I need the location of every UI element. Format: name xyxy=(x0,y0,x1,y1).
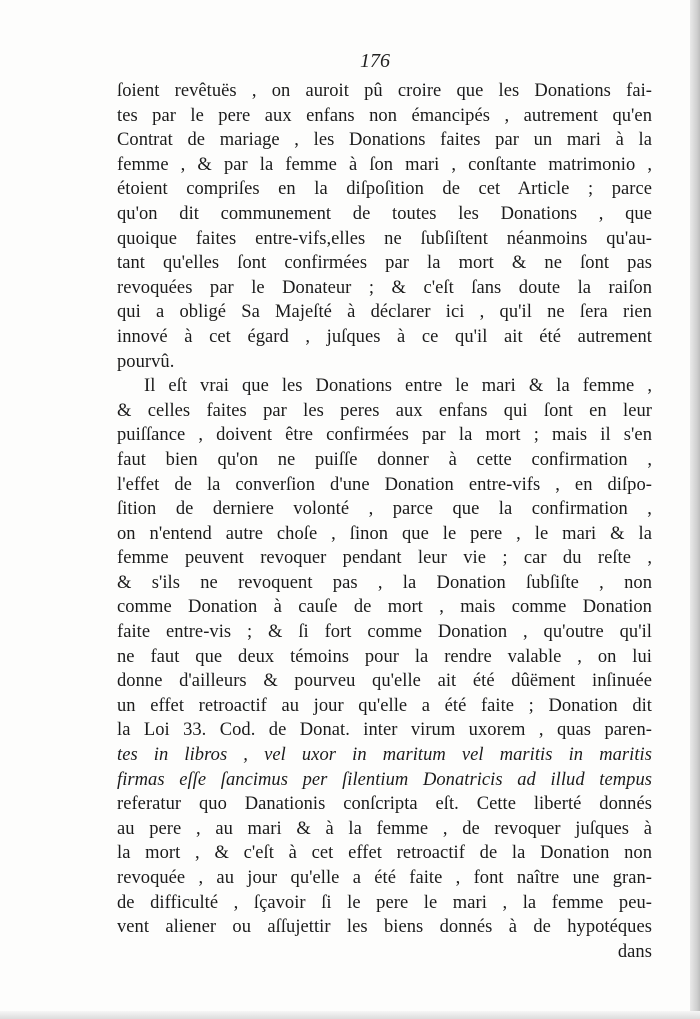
text-line: tes par le pere aux enfans non émancipés , autrement qu'en xyxy=(117,105,652,126)
text-line: ne faut que deux témoins pour la rendre valable , on lui xyxy=(117,646,652,667)
text-line: quoique faites entre-vifs,elles ne ſubſiſtent néanmoins qu'au- xyxy=(117,228,652,249)
text-line: femme peuvent revoquer pendant leur vie ; car du reſte , xyxy=(117,548,652,569)
latin-quote-line: tes in libros , vel uxor in maritum vel maritis in maritis xyxy=(117,745,652,766)
text-line: étoient compriſes en la diſpoſition de cet Article ; parce xyxy=(117,179,652,200)
text-line: tant qu'elles ſont confirmées par la mort & ne ſont pas xyxy=(117,253,652,274)
text-line: ſoient revêtuës , on auroit pû croire que les Donations fai- xyxy=(117,81,652,101)
text-line: l'effet de la converſion d'une Donation entre-vifs , en diſpo- xyxy=(117,474,652,495)
text-line: Contrat de mariage , les Donations faites par un mari à la xyxy=(117,130,652,151)
text-line: faite entre-vis ; & ſi fort comme Donation , qu'outre qu'il xyxy=(117,622,652,643)
text-line: donne d'ailleurs & pourveu qu'elle ait été dûëment inſinuée xyxy=(117,671,652,692)
text-line: la Loi 33. Cod. de Donat. inter virum uxorem , quas paren- xyxy=(117,720,652,741)
text-line: on n'entend autre choſe , ſinon que le pere , le mari & la xyxy=(117,523,652,544)
catchword: dans xyxy=(617,941,652,962)
text-line: la mort , & c'eſt à cet effet retroactif de la Donation non xyxy=(117,843,652,864)
text-line: faut bien qu'on ne puiſſe donner à cette confirmation , xyxy=(117,449,652,470)
paragraph-first-line: Il eſt vrai que les Donations entre le mari & la femme , xyxy=(144,376,652,397)
text-line: un effet retroactif au jour qu'elle a été faite ; Donation dit xyxy=(117,695,652,716)
text-line: & celles faites par les peres aux enfans qui ſont en leur xyxy=(117,400,652,421)
text-line: innové à cet égard , juſques à ce qu'il ait été autrement xyxy=(117,326,652,347)
text-line: referatur quo Danationis conſcripta eſt. Cette liberté donnés xyxy=(117,794,652,815)
latin-quote-line: firmas eſſe ſancimus per ſilentium Donatricis ad illud tempus xyxy=(117,769,652,790)
text-line: ſition de derniere volonté , parce que la confirmation , xyxy=(117,499,652,520)
text-line: au pere , au mari & à la femme , de revoquer juſques à xyxy=(117,818,652,839)
text-line: revoquées par le Donateur ; & c'eſt ſans doute la raiſon xyxy=(117,277,652,298)
text-line: vent aliener ou aſſujettir les biens donnés à de hypotéques xyxy=(117,917,652,938)
text-line: qu'on dit communement de toutes les Donations , que xyxy=(117,203,652,224)
body-text xyxy=(117,79,652,964)
page-number: 176 xyxy=(360,50,390,72)
text-line: pourvû. xyxy=(117,351,175,372)
page-bottom-edge xyxy=(0,1011,700,1019)
text-line: & s'ils ne revoquent pas , la Donation ſubſiſte , non xyxy=(117,572,652,593)
text-line: puiſſance , doivent être confirmées par la mort ; mais il s'en xyxy=(117,425,652,446)
text-line: de difficulté , ſçavoir ſi le pere le mari , la femme peu- xyxy=(117,892,652,913)
text-line: femme , & par la femme à ſon mari , conſtante matrimonio , xyxy=(117,154,652,175)
text-line: qui a obligé Sa Majeſté à déclarer ici , qu'il ne ſera rien xyxy=(117,302,652,323)
page-edge-shadow xyxy=(690,0,700,1019)
text-line: revoquée , au jour qu'elle a été faite , font naître une gran- xyxy=(117,868,652,888)
text-line: comme Donation à cauſe de mort , mais comme Donation xyxy=(117,597,652,618)
